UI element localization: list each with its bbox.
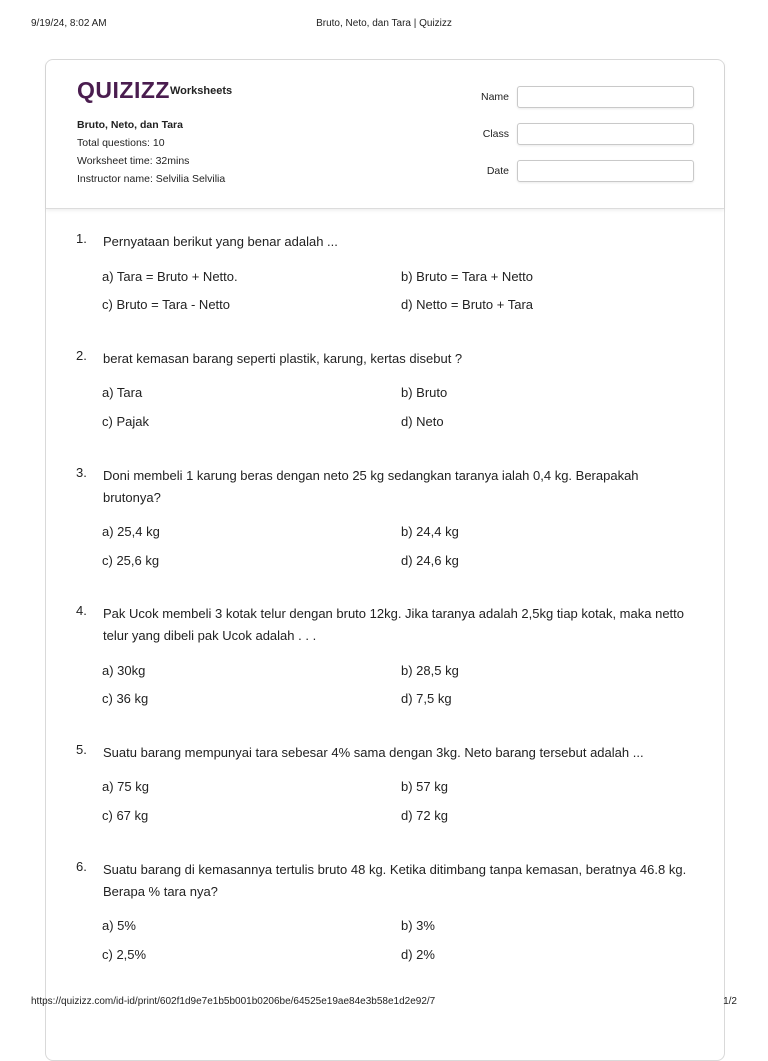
worksheets-label: Worksheets: [170, 85, 233, 97]
total-questions: Total questions: 10: [77, 137, 165, 149]
worksheet-time: Worksheet time: 32mins: [77, 155, 190, 167]
date-field[interactable]: [517, 160, 694, 182]
option-a: a) Tara = Bruto + Netto.: [102, 269, 238, 284]
option-c: c) Pajak: [102, 414, 149, 429]
question-number: 4.: [76, 603, 87, 618]
option-d: d) Neto: [401, 414, 444, 429]
option-c: c) Bruto = Tara - Netto: [102, 297, 231, 312]
option-a: a) Tara: [102, 385, 143, 400]
option-c: c) 2,5%: [102, 947, 147, 962]
option-b: b) 28,5 kg: [401, 663, 459, 678]
question-text: Suatu barang di kemasannya tertulis bruto 48 kg. Ketika ditimbang tanpa kemasan, beratnya 46.8 kg. Berapa % tara nya?: [103, 862, 687, 899]
quizizz-logo: QUIZIZZ: [77, 77, 170, 103]
question-number: 5.: [76, 742, 87, 757]
option-a: a) 75 kg: [102, 779, 149, 794]
option-b: b) 24,4 kg: [401, 524, 459, 539]
option-b: b) Bruto: [401, 385, 448, 400]
option-a: a) 5%: [102, 918, 136, 933]
option-d: d) Netto = Bruto + Tara: [401, 297, 533, 312]
question-text: berat kemasan barang seperti plastik, karung, kertas disebut ?: [103, 351, 463, 366]
option-b: b) Bruto = Tara + Netto: [401, 269, 533, 284]
print-datetime: 9/19/24, 8:02 AM: [31, 18, 107, 29]
print-page-title: Bruto, Neto, dan Tara | Quizizz: [316, 18, 452, 29]
question-text: Suatu barang mempunyai tara sebesar 4% sama dengan 3kg. Neto barang tersebut adalah ...: [103, 745, 644, 760]
option-b: b) 57 kg: [401, 779, 448, 794]
question-number: 1.: [76, 231, 87, 246]
option-a: a) 30kg: [102, 663, 146, 678]
page-number: 1/2: [723, 996, 737, 1007]
name-field[interactable]: [517, 86, 694, 108]
option-d: d) 2%: [401, 947, 435, 962]
question-text: Pernyataan berikut yang benar adalah ...: [103, 234, 338, 249]
class-field[interactable]: [517, 123, 694, 145]
instructor-name: Instructor name: Selvilia Selvilia: [77, 173, 226, 185]
question-text: Doni membeli 1 karung beras dengan neto 25 kg sedangkan taranya ialah 0,4 kg. Berapakah brutonya?: [103, 468, 639, 505]
question-number: 2.: [76, 348, 87, 363]
date-label: Date: [486, 165, 509, 177]
option-d: d) 72 kg: [401, 808, 448, 823]
option-d: d) 7,5 kg: [401, 691, 452, 706]
question-text: Pak Ucok membeli 3 kotak telur dengan bruto 12kg. Jika taranya adalah 2,5kg tiap kotak, maka netto telur yang dibeli pak Ucok adalah . . .: [103, 606, 685, 643]
question-number: 3.: [76, 465, 87, 480]
name-label: Name: [480, 91, 509, 103]
option-a: a) 25,4 kg: [102, 524, 160, 539]
option-c: c) 67 kg: [102, 808, 149, 823]
option-b: b) 3%: [401, 918, 435, 933]
worksheet-header: [46, 60, 724, 209]
question-number: 6.: [76, 859, 87, 874]
class-label: Class: [482, 128, 509, 140]
option-c: c) 36 kg: [102, 691, 149, 706]
option-d: d) 24,6 kg: [401, 553, 459, 568]
option-c: c) 25,6 kg: [102, 553, 160, 568]
worksheet-title: Bruto, Neto, dan Tara: [77, 119, 183, 131]
print-url: https://quizizz.com/id-id/print/602f1d9e7e1b5b001b0206be/64525e19ae84e3b58e1d2e92/7: [31, 996, 436, 1007]
